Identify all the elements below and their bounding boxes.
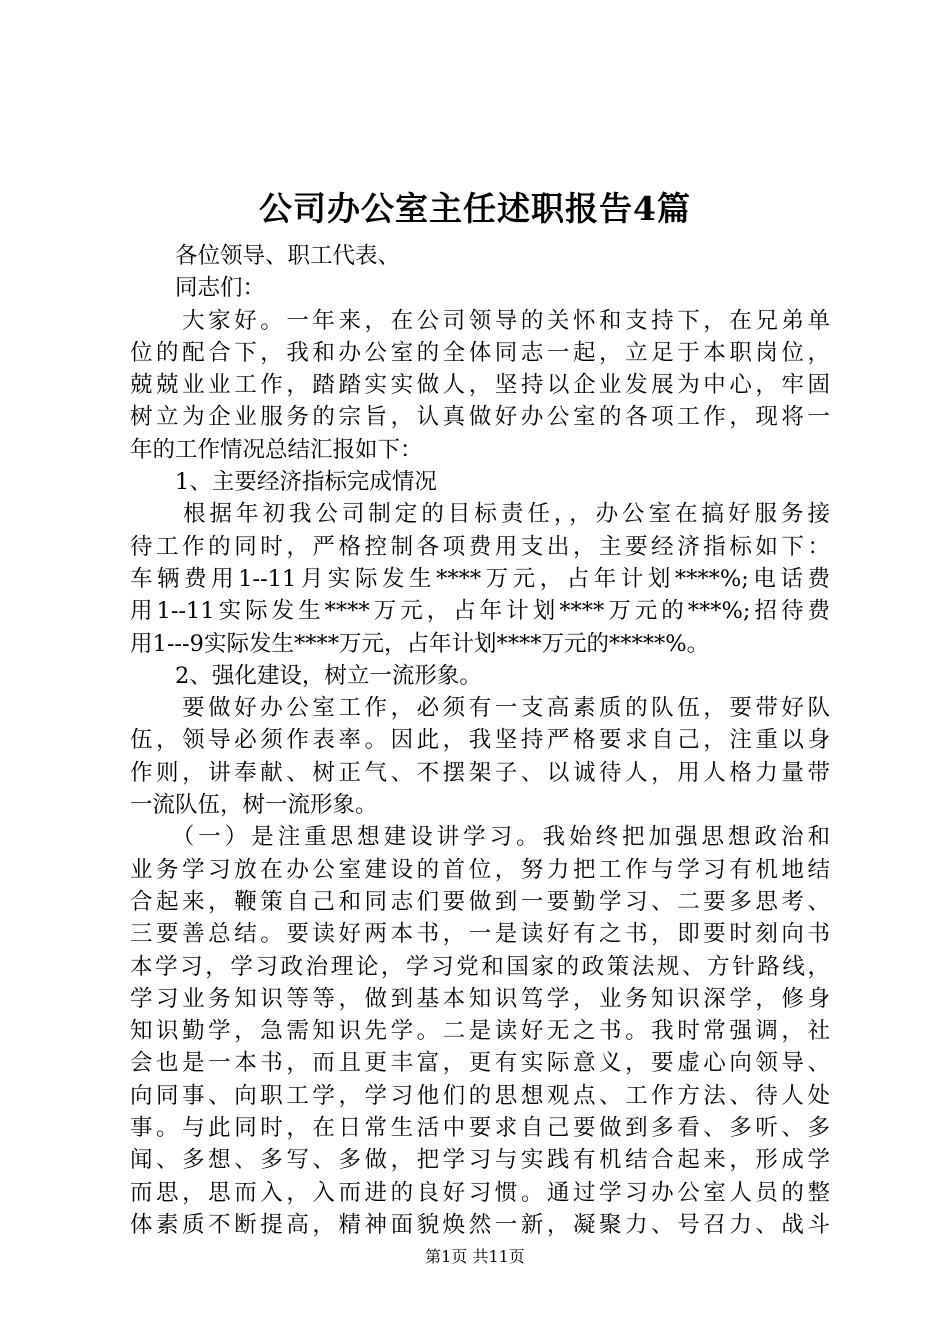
text-line: 合起来，鞭策自己和同志们要做到一要勤学习、二要多思考、 (130, 888, 830, 915)
text-line: 业务学习放在办公室建设的首位，努力把工作与学习有机地结 (130, 856, 830, 883)
text-line: 本学习，学习政治理论，学习党和国家的政策法规、方针路线， (130, 953, 830, 980)
document-title: 公司办公室主任述职报告4篇 (259, 189, 691, 228)
text-line: （一）是注重思想建设讲学习。我始终把加强思想政治和 (130, 824, 830, 851)
text-line: 兢兢业业工作，踏踏实实做人，坚持以企业发展为中心，牢固 (130, 372, 830, 399)
text-line: 待工作的同时，严格控制各项费用支出，主要经济指标如下： (130, 533, 830, 560)
text-line: 年的工作情况总结汇报如下： (130, 436, 423, 463)
text-line: 知识勤学，急需知识先学。二是读好无之书。我时常强调，社 (130, 1018, 830, 1045)
text-line: 用1---9实际发生****万元，占年计划****万元的*****%。 (130, 630, 710, 657)
text-line: 用1--11实际发生****万元，占年计划****万元的***%;招待费 (130, 598, 830, 625)
text-line: 1、主要经济指标完成情况 (130, 469, 437, 496)
text-line: 学习业务知识等等，做到基本知识笃学，业务知识深学，修身 (130, 985, 830, 1012)
text-line: 闻、多想、多写、多做，把学习与实践有机结合起来，形成学 (130, 1147, 830, 1174)
text-line: 作则，讲奉献、树正气、不摆架子、以诚待人，用人格力量带 (130, 759, 830, 786)
text-line: 大家好。一年来，在公司领导的关怀和支持下，在兄弟单 (130, 307, 830, 334)
text-line: 要做好办公室工作，必须有一支高素质的队伍，要带好队 (130, 695, 830, 722)
text-line: 事。与此同时，在日常生活中要求自己要做到多看、多听、多 (130, 1115, 830, 1142)
text-line: 体素质不断提高，精神面貌焕然一新，凝聚力、号召力、战斗 (130, 1211, 830, 1238)
text-line: 根据年初我公司制定的目标责任，，办公室在搞好服务接 (130, 501, 830, 528)
document-body (130, 240, 830, 1241)
text-line: 树立为企业服务的宗旨，认真做好办公室的各项工作，现将一 (130, 404, 830, 431)
text-line: 同志们： (130, 275, 266, 302)
text-line: 会也是一本书，而且更丰富，更有实际意义，要虚心向领导、 (130, 1050, 830, 1077)
text-line: 伍，领导必须作表率。因此，我坚持严格要求自己，注重以身 (130, 727, 830, 754)
text-line: 车辆费用1--11月实际发生****万元，占年计划****%;电话费 (130, 565, 830, 592)
text-line: 一流队伍，树一流形象。 (130, 792, 378, 819)
text-line: 各位领导、职工代表、 (130, 243, 401, 269)
text-line: 而思，思而入，入而进的良好习惯。通过学习办公室人员的整 (130, 1179, 830, 1206)
page-footer: 第1页 共11页 (425, 1247, 525, 1266)
text-line: 三要善总结。要读好两本书，一是读好有之书，即要时刻向书 (130, 921, 830, 948)
text-line: 2、强化建设，树立一流形象。 (130, 662, 482, 689)
text-line: 向同事、向职工学，学习他们的思想观点、工作方法、待人处 (130, 1082, 830, 1109)
text-line: 位的配合下，我和办公室的全体同志一起，立足于本职岗位， (130, 339, 830, 366)
